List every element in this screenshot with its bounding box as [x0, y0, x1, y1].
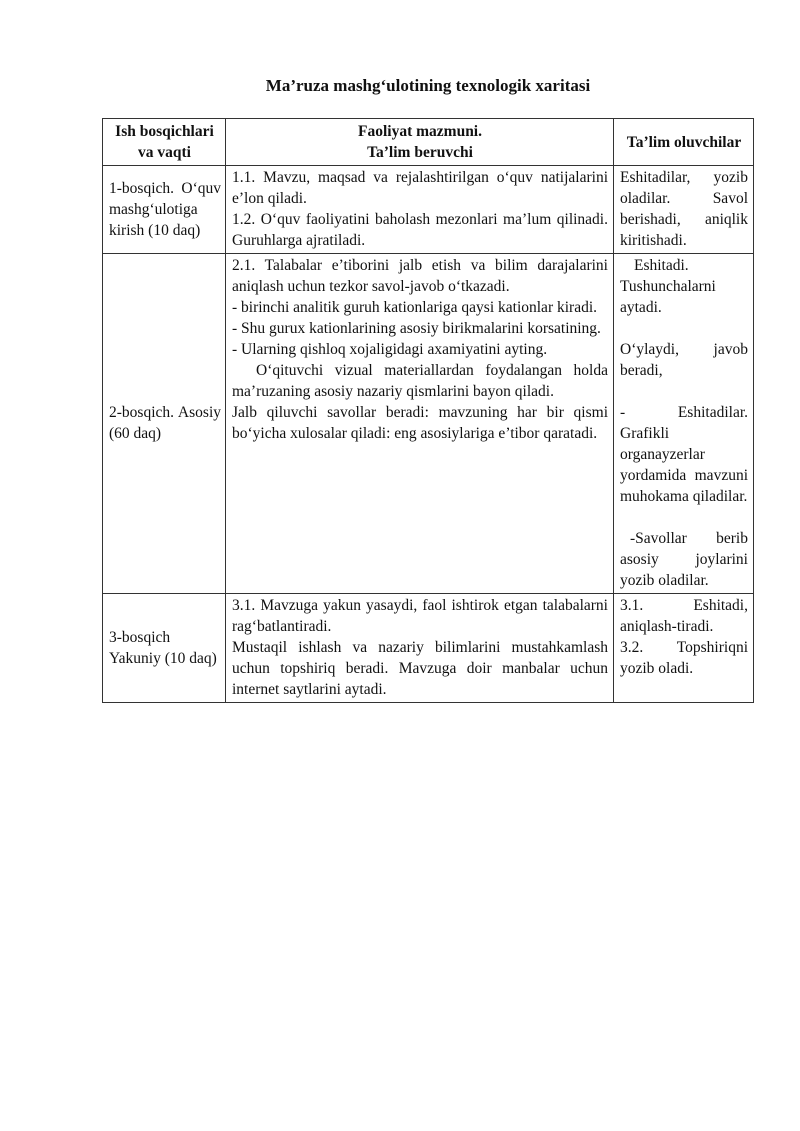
- table-row: [103, 254, 754, 594]
- activity-item: O‘qituvchi vizual materiallardan foydalangan holda ma’ruzaning asosiy nazariy qismlarini bayon qiladi.: [232, 362, 608, 400]
- spacer: [620, 507, 748, 528]
- activity-item: Jalb qiluvchi savollar beradi: mavzuning har bir qismi bo‘yicha xulosalar qiladi: eng asosiylariga e’tibor qaratadi.: [232, 404, 608, 442]
- header-activity: [226, 119, 614, 166]
- learner-item: -Savollar berib asosiy joylarini yozib oladilar.: [620, 530, 748, 589]
- teacher-activity-cell: [226, 166, 614, 254]
- activity-item: 2.1. Talabalar e’tiborini jalb etish va bilim darajalarini aniqlash uchun tezkor savol-javob o‘tkazadi.: [232, 257, 608, 295]
- learner-item: 3.2. Topshiriqni yozib oladi.: [620, 639, 748, 677]
- activity-item: - Ularning qishloq xojaligidagi axamiyatini ayting.: [232, 341, 548, 358]
- activity-item: 1.2. O‘quv faoliyatini baholash mezonlari ma’lum qilinadi. Guruhlarga ajratiladi.: [232, 211, 608, 249]
- learner-item: Eshitadi.: [634, 257, 689, 274]
- activity-item: 3.1. Mavzuga yakun yasaydi, faol ishtirok etgan talabalarni rag‘batlantiradi.: [232, 597, 608, 635]
- activity-item: - birinchi analitik guruh kationlariga qaysi kationlar kiradi.: [232, 299, 598, 316]
- learner-activity-cell: [614, 594, 754, 703]
- header-stages: Ish bosqichlari va vaqti: [103, 119, 226, 166]
- teacher-activity-cell: [226, 594, 614, 703]
- activity-item: - Shu gurux kationlarining asosiy birikmalarini korsatining.: [232, 320, 601, 337]
- activity-item: 1.1. Mavzu, maqsad va rejalashtirilgan o‘quv natijalarini e’lon qiladi.: [232, 169, 608, 207]
- header-learners: Ta’lim oluvchilar: [614, 119, 754, 166]
- stage-cell: 2-bosqich. Asosiy (60 daq): [103, 254, 226, 594]
- table-row: [103, 594, 754, 703]
- learner-item: - Eshitadilar. Grafikli organayzerlar yordamida mavzuni muhokama qiladilar.: [620, 404, 748, 505]
- learner-item: Eshitadilar, yozib oladilar. Savol berishadi, aniqlik kiritishadi.: [620, 169, 748, 249]
- header-activity-line1: Faoliyat mazmuni.: [358, 123, 482, 140]
- learner-item: O‘ylaydi, javob beradi,: [620, 341, 748, 379]
- learner-item: 3.1. Eshitadi, aniqlash-tiradi.: [620, 597, 748, 635]
- document-title: Ma’ruza mashg‘ulotining texnologik xaritasi: [265, 76, 591, 95]
- spacer: [620, 381, 748, 402]
- table-row: [103, 166, 754, 254]
- learner-item: Tushunchalarni aytadi.: [620, 278, 716, 316]
- teacher-activity-cell: [226, 254, 614, 594]
- stage-cell: 3-bosqich Yakuniy (10 daq): [103, 594, 226, 703]
- stage-cell: 1-bosqich. O‘quv mashg‘ulotiga kirish (10 daq): [103, 166, 226, 254]
- spacer: [620, 318, 748, 339]
- activity-item: Mustaqil ishlash va nazariy bilimlarini mustahkamlash uchun topshiriq beradi. Mavzuga doir manbalar uchun internet saytlarini aytadi.: [232, 639, 608, 698]
- learner-activity-cell: [614, 166, 754, 254]
- technology-map-table: [102, 118, 754, 703]
- header-activity-line2: Ta’lim beruvchi: [367, 144, 473, 161]
- learner-activity-cell: [614, 254, 754, 594]
- table-header-row: [103, 119, 754, 166]
